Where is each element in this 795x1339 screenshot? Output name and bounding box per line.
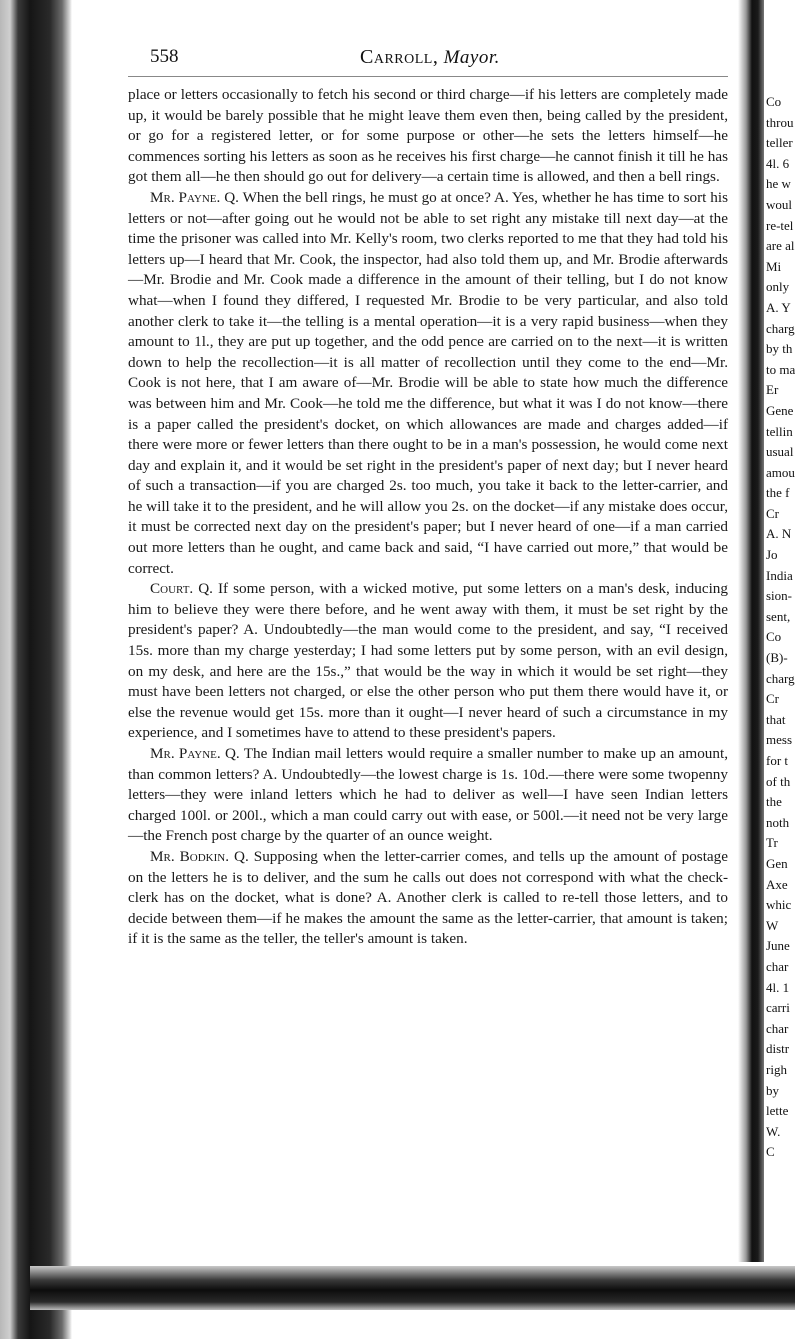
facing-page-line: charg <box>766 320 795 336</box>
facing-page-line: that <box>766 711 786 727</box>
paragraph-text: Q. When the bell rings, he must go at once? A. Yes, whether he has time to sort his letters or not—after going out he would not be able to set right any mistake till next day—at the time the prisoner was called into Mr. Kelly's room, two clerks reported to me that they had told his letters up—I heard that Mr. Cook, the inspector, had also told them up, and Mr. Brodie afterwards—Mr. Brodie and Mr. Cook made a difference in the amount of their telling, but I do not know what—when I found they differed, I requested Mr. Brodie to be very particular, and also told another clerk to take it—the telling is a mental operation—it is a very rapid business—when they amount to 1l., they are put up together, and the odd pence are carried on to the next—it is written down to help the recollection—it is all matter of recollection until they come to the end—Mr. Cook is not here, that I am aware of—Mr. Brodie will be able to state how much the difference was between him and Mr. Cook—he told me the difference, but what it was I do not know—there is a paper called the president's docket, on which allowances are made and charges added—if there were more or fewer letters than there ought to be in a man's possession, he would come next day and explain it, and it would be set right in the president's paper of next day; but I never heard of such a transaction—if you are charged 2s. too much, you take it back to the letter-carrier, and he will take it to the president, and he will allow you 2s. on the docket—if any mistake does occur, it must be corrected next day on the president's paper; but I never heard of one—if a man carried out more letters than he ought, and came back and said, “I have carried out more,” that would be correct. <box>128 188 728 577</box>
paragraph-text: Q. If some person, with a wicked motive, put some letters on a man's desk, inducing him to believe they were there before, and he went away with them, it must be set right by the president's paper? A. Undoubtedly—the man would come to the president, and say, “I received 15s. more than my charge yesterday; I had some letters put by some person, with an evil design, on my desk, and here are the 15s.,” that would be the way in which it would be set right—they must have been letters not charged, or else the other person who put them there would have it, or else the revenue would get 15s. more than it ought—I never heard of such a circumstance in my experience, and I sometimes have to attend to these president's papers. <box>128 580 728 742</box>
bottom-binding-shadow <box>30 1266 795 1310</box>
paragraph-1 <box>128 85 728 188</box>
facing-page-line: charg <box>766 670 795 686</box>
left-book-gutter <box>0 0 72 1339</box>
page-content <box>128 40 728 1260</box>
facing-page-line: Co <box>766 629 782 645</box>
facing-page-line: teller <box>766 135 793 151</box>
facing-page-line: Gene <box>766 402 794 418</box>
running-title <box>360 46 500 69</box>
paragraph-text: place or letters occasionally to fetch his second or third charge—if his letters are completely made up, it would be barely possible that he might leave them even then, being called by the president, or go for a registered letter, or for some purpose or other—he sets the letters himself—he commences sorting his letters as soon as he receives his first charge—he cannot finish it till he has got them all—he then should go out for delivery—a certain time is allowed, and then a bell rings. <box>128 86 728 186</box>
facing-page-line: the f <box>766 485 790 501</box>
facing-page-line: char <box>766 1020 789 1036</box>
facing-page-line: woul <box>766 196 792 212</box>
page-number: 558 <box>150 46 179 67</box>
facing-page-line: righ <box>766 1061 787 1077</box>
speaker-label: Mr. Payne. <box>150 745 221 762</box>
facing-page-line: Co <box>766 94 782 109</box>
facing-page-line: to ma <box>766 361 795 377</box>
transcript-body <box>128 85 728 950</box>
facing-page-line: 4l. 6 <box>766 155 790 171</box>
speaker-label: Court. <box>150 580 194 598</box>
facing-page-line: amou <box>766 464 795 480</box>
running-title-name: Carroll, <box>360 46 439 68</box>
paragraph-5 <box>128 847 728 950</box>
facing-page-line: the <box>766 794 782 810</box>
facing-page-line: 4l. 1 <box>766 979 790 995</box>
facing-page-line: only <box>766 279 790 295</box>
facing-page-line: for t <box>766 753 789 768</box>
facing-page-fragment <box>766 92 795 1160</box>
facing-page-line: mess <box>766 732 792 748</box>
facing-page-line: by th <box>766 341 793 357</box>
facing-page-line: by <box>766 1082 779 1098</box>
running-title-role: Mayor. <box>443 47 500 68</box>
facing-page-line: W <box>766 917 779 933</box>
facing-page-line: Tr <box>766 835 778 851</box>
facing-page-line: June <box>766 938 790 954</box>
facing-page-line: C <box>766 1144 775 1160</box>
facing-page-line: Mi <box>766 258 782 274</box>
facing-page-line: he w <box>766 176 791 192</box>
facing-page-line: re-tel <box>766 217 794 233</box>
facing-page-line: char <box>766 958 789 974</box>
paragraph-text: Q. The Indian mail letters would require a smaller number to make up an amount, than common letters? A. Undoubtedly—the lowest charge is 1s. 10d.—there were some twopenny letters—they were inland letters which he had to deliver as well—I have seen Indian letters charged 100l. or 200l., which a man could carry out with ease, or 500l.—it need not be very large—the French post charge by the quarter of an ounce weight. <box>128 745 728 845</box>
facing-page-line: A. Y <box>766 299 791 315</box>
speaker-label: Mr. Payne. <box>150 188 221 206</box>
facing-page-line: throu <box>766 114 794 130</box>
page-header <box>128 40 728 77</box>
paragraph-text: Q. Supposing when the letter-carrier comes, and tells up the amount of postage on the letters he is to deliver, and the sum he calls out does not correspond with what the check-clerk has on the docket, what is done? A. Another clerk is called to re-tell those letters, and to decide between them—if he makes the amount the same as the letter-carrier, that amount is taken; if it is the same as the teller, the teller's amount is taken. <box>128 847 728 948</box>
facing-page-line: Cr <box>766 691 779 707</box>
facing-page-line: W. <box>766 1123 781 1139</box>
facing-page-line: A. N <box>766 526 792 542</box>
facing-page-line: Cr <box>766 505 779 521</box>
facing-page-line: sion- <box>766 588 792 604</box>
facing-page-line: carri <box>766 1000 790 1016</box>
facing-page-line: India <box>766 567 793 583</box>
facing-page-line: Jo <box>766 547 778 563</box>
facing-page-line: tellin <box>766 423 793 439</box>
paragraph-3 <box>128 579 728 744</box>
facing-page-line: (B)- <box>766 650 788 666</box>
facing-page-line: Gen <box>766 855 788 871</box>
facing-page-line: whic <box>766 897 792 913</box>
speaker-label: Mr. Bodkin. <box>150 847 229 865</box>
paragraph-2 <box>128 188 728 579</box>
facing-page-line: are al <box>766 238 795 254</box>
facing-page-line: noth <box>766 814 790 830</box>
book-spine-shadow <box>738 0 764 1262</box>
facing-page-line: sent, <box>766 608 791 624</box>
facing-page-line: Axe <box>766 876 788 892</box>
paragraph-4 <box>128 744 728 847</box>
facing-page-line: distr <box>766 1041 790 1057</box>
facing-page-line: usual <box>766 444 794 460</box>
facing-page-line: Er <box>766 382 779 398</box>
facing-page-line: lette <box>766 1103 789 1119</box>
facing-page-line: of th <box>766 773 791 789</box>
